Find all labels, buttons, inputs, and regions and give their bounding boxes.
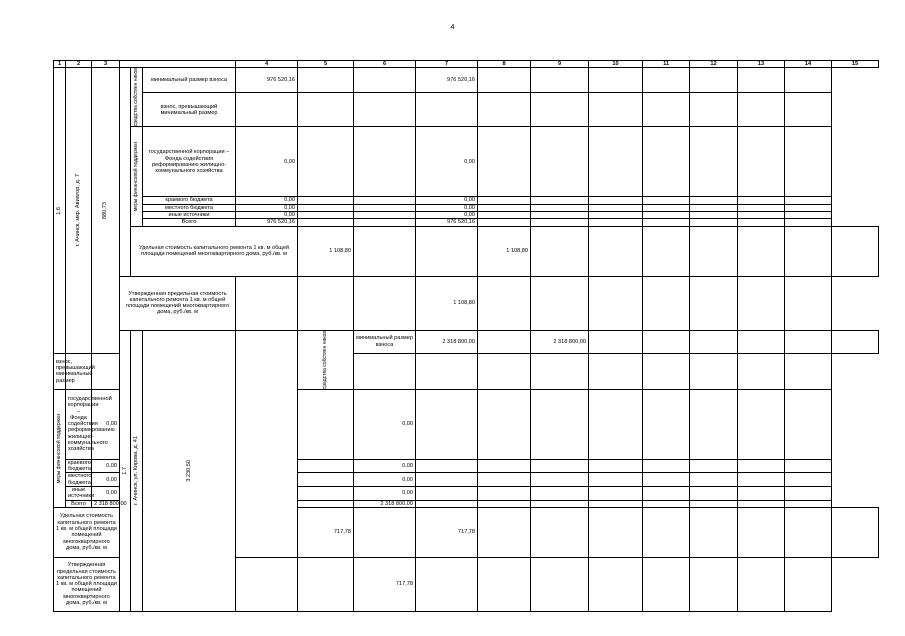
value-col7: 0,00 bbox=[354, 389, 416, 459]
value-col6 bbox=[298, 68, 354, 93]
value-col5: 717,78 bbox=[298, 507, 354, 557]
value-col6 bbox=[298, 486, 354, 500]
owners-funds-label: средства собствен ников bbox=[322, 330, 329, 389]
fin-support-cell bbox=[54, 389, 66, 507]
fund-label: государственной корпорации – Фонда содействия реформированию жилищно-коммунального хозяйства bbox=[66, 389, 92, 459]
over-min-label: взнос, превышающий минимальный размер bbox=[54, 353, 66, 389]
value-col6 bbox=[354, 507, 416, 557]
value-col7 bbox=[354, 219, 416, 226]
blank-margin bbox=[120, 68, 131, 276]
value-col6 bbox=[478, 330, 531, 353]
local-label: местного бюджета bbox=[66, 473, 92, 487]
record-area-cell bbox=[143, 330, 236, 611]
value-col7: 0,00 bbox=[354, 459, 416, 473]
value-col5: 0,00 bbox=[92, 473, 120, 487]
value-col5: 0,00 bbox=[92, 459, 120, 473]
value-col7 bbox=[416, 226, 478, 276]
value-col7 bbox=[354, 127, 416, 197]
column-header: 6 bbox=[354, 61, 416, 68]
value-col7: 717,78 bbox=[416, 507, 478, 557]
total-label: Всего bbox=[66, 500, 92, 507]
local-label: местного бюджета bbox=[143, 204, 236, 211]
value-col6 bbox=[298, 204, 354, 211]
column-header: 11 bbox=[643, 61, 690, 68]
column-header bbox=[120, 61, 236, 68]
value-col5: 2 318 800,00 bbox=[416, 330, 478, 353]
fin-support-label: меры финансовой поддержки bbox=[133, 141, 140, 212]
column-header-row bbox=[54, 61, 879, 68]
column-header: 13 bbox=[738, 61, 785, 68]
record-row bbox=[54, 219, 879, 226]
record-row bbox=[54, 276, 879, 330]
column-header: 15 bbox=[832, 61, 879, 68]
record-area: 880,73 bbox=[102, 202, 109, 220]
value-col8 bbox=[416, 500, 478, 507]
value-col8 bbox=[416, 486, 478, 500]
other-label: иные источники bbox=[143, 212, 236, 219]
total-label: Всего bbox=[143, 219, 236, 226]
owners-funds-cell bbox=[131, 68, 143, 127]
value-col8: 1 108,80 bbox=[416, 276, 478, 330]
column-header: 1 bbox=[54, 61, 66, 68]
record-address: г. Ачинск, мкр. Авиатор, д. 7 bbox=[75, 174, 82, 247]
value-col8: 0,00 bbox=[416, 204, 478, 211]
record-address: г. Ачинск, ул. Кирова, д. 41 bbox=[133, 436, 140, 506]
column-header: 8 bbox=[478, 61, 531, 68]
value-col5: 0,00 bbox=[236, 212, 298, 219]
min-contribution-label: минимальный размер взноса bbox=[143, 68, 236, 93]
value-col7: 717,78 bbox=[354, 557, 416, 611]
record-row bbox=[54, 212, 879, 219]
value-col6 bbox=[298, 276, 354, 330]
value-col7 bbox=[354, 197, 416, 204]
page-number: 4 bbox=[450, 24, 455, 31]
column-header: 4 bbox=[236, 61, 298, 68]
unit-cost-label: Удельная стоимость капитального ремонта 1 кв. м общей площади помещений многоквартирного дома, руб./кв. м bbox=[54, 507, 120, 557]
value-col7: 0,00 bbox=[354, 486, 416, 500]
record-number-cell bbox=[54, 68, 66, 354]
value-col6 bbox=[298, 459, 354, 473]
value-col5 bbox=[236, 557, 298, 611]
value-col6 bbox=[298, 473, 354, 487]
value-col5: 1 108,80 bbox=[298, 226, 354, 276]
value-col7 bbox=[354, 204, 416, 211]
value-col8: 1 108,80 bbox=[478, 226, 531, 276]
limit-cost-label: Утвержденная предельная стоимость капитального ремонта 1 кв. м общей площади помещений многоквартирного дома, руб./кв. м bbox=[54, 557, 120, 611]
value-col8: 976 520,16 bbox=[416, 219, 478, 226]
value-col6 bbox=[298, 219, 354, 226]
column-header: 9 bbox=[531, 61, 589, 68]
column-header: 14 bbox=[785, 61, 832, 68]
value-col5 bbox=[236, 276, 298, 330]
value-col6 bbox=[298, 557, 354, 611]
value-col8 bbox=[416, 459, 478, 473]
owners-funds-cell bbox=[298, 330, 354, 389]
regional-label: краевого бюджета bbox=[66, 459, 92, 473]
record-row bbox=[54, 330, 879, 353]
column-header: 10 bbox=[589, 61, 643, 68]
value-col6 bbox=[298, 500, 354, 507]
value-col8: 0,00 bbox=[416, 212, 478, 219]
value-col6 bbox=[354, 226, 416, 276]
value-col8: 0,00 bbox=[416, 127, 478, 197]
value-col6 bbox=[298, 212, 354, 219]
record-row bbox=[54, 226, 879, 276]
column-header: 7 bbox=[416, 61, 478, 68]
record-row bbox=[54, 204, 879, 211]
record-row bbox=[54, 68, 879, 93]
record-area: 3 230,50 bbox=[185, 459, 192, 482]
value-col7 bbox=[354, 68, 416, 93]
record-number: 1.6 bbox=[56, 206, 63, 215]
owners-funds-label: средства собствен ников bbox=[133, 68, 139, 127]
unit-cost-label: Удельная стоимость капитального ремонта 1 кв. м общей площади помещений многоквартирного дома, руб./кв. м bbox=[131, 226, 298, 276]
value-col5: 0,00 bbox=[236, 127, 298, 197]
column-header: 5 bbox=[298, 61, 354, 68]
limit-cost-label: Утвержденная предельная стоимость капитального ремонта 1 кв. м общей площади помещений многоквартирного дома, руб./кв. м bbox=[120, 276, 236, 330]
min-contribution-label: минимальный размер взноса bbox=[354, 330, 416, 353]
value-col5: 0,00 bbox=[236, 204, 298, 211]
value-col8: 976 520,16 bbox=[416, 68, 478, 93]
capital-repair-table bbox=[53, 60, 879, 612]
value-col7 bbox=[354, 276, 416, 330]
over-min-label: взнос, превышающий минимальный размер bbox=[143, 93, 236, 127]
record-row bbox=[54, 127, 879, 197]
value-col5: 2 318 800,00 bbox=[92, 500, 120, 507]
value-col7 bbox=[354, 212, 416, 219]
value-col8 bbox=[416, 557, 478, 611]
value-col7: 2 318 800,00 bbox=[531, 330, 589, 353]
column-header: 12 bbox=[690, 61, 738, 68]
record-number: 1.7 bbox=[122, 466, 128, 475]
record-address-cell bbox=[66, 68, 92, 354]
value-col8 bbox=[416, 389, 478, 459]
value-col5: 0,00 bbox=[236, 197, 298, 204]
value-col8: 0,00 bbox=[416, 197, 478, 204]
value-col7: 0,00 bbox=[354, 473, 416, 487]
table-body bbox=[54, 61, 879, 612]
value-col5: 0,00 bbox=[92, 389, 120, 459]
value-col8 bbox=[589, 330, 643, 353]
record-address-cell bbox=[131, 330, 143, 611]
column-header: 2 bbox=[66, 61, 92, 68]
value-col6 bbox=[298, 127, 354, 197]
regional-label: краевого бюджета bbox=[143, 197, 236, 204]
value-col5: 976 520,16 bbox=[236, 219, 298, 226]
fin-support-label: меры финансовой поддержки bbox=[56, 413, 63, 483]
blank-margin bbox=[236, 330, 298, 557]
value-col5: 976 520,16 bbox=[236, 68, 298, 93]
value-col5: 0,00 bbox=[92, 486, 120, 500]
value-col7: 2 318 800,00 bbox=[354, 500, 416, 507]
value-col8 bbox=[478, 507, 531, 557]
other-label: иные источники bbox=[66, 486, 92, 500]
value-col6 bbox=[298, 389, 354, 459]
column-header: 3 bbox=[92, 61, 120, 68]
fund-label: государственной корпорации – Фонда содействия реформированию жилищно-коммунального хозяйства bbox=[143, 127, 236, 197]
record-area-cell bbox=[92, 68, 120, 354]
record-row bbox=[54, 93, 879, 127]
fin-support-cell bbox=[131, 127, 143, 226]
record-row bbox=[54, 197, 879, 204]
record-number-cell bbox=[120, 330, 131, 611]
value-col8 bbox=[416, 473, 478, 487]
value-col6 bbox=[298, 197, 354, 204]
